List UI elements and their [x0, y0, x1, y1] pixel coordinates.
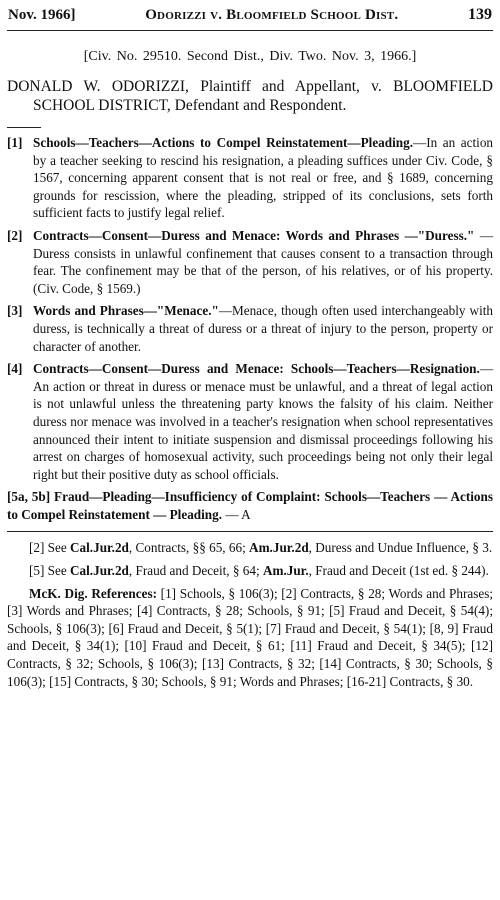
note-text: [5] See [29, 563, 71, 579]
reference-note-1 [7, 539, 493, 557]
headnote-1 [7, 134, 493, 222]
header-date: Nov. 1966] [8, 7, 76, 23]
header-case-title: Odorizzi v. Bloomfield School Dist. [145, 7, 399, 23]
case-caption: DONALD W. ODORIZZI, Plaintiff and Appellant, v. BLOOMFIELD SCHOOL DISTRICT, Defendant and Respondent. [7, 78, 493, 114]
note-text: [2] See [29, 540, 71, 556]
headnote-text: — A [222, 506, 251, 522]
digest-references [7, 585, 493, 691]
digest-text: [1] Schools, § 106(3); [2] Contracts, § 28; Words and Phrases; [3] Words and Phrases; [4] Contracts, § 28; Schools, § 91; [5] Fraud and Deceit, § 54(4); Schools, § 106(3); [6] Fraud and Deceit, § 5(1); [7] Fraud and Deceit, § 54(1); [8, 9] Fraud and Deceit, § 34(1); [10] Fraud and Deceit, § 61; [11] Fraud and Deceit, § 34(5); [12] Contracts, § 32; Schools, § 106(3); [13] Contracts, § 32; [14] Contracts, § 30; Schools, § 106(3); [15] Contracts, § 30; Schools, § 91; Words and Phrases; [16-21] Contracts, § 30. [7, 585, 493, 689]
note-text: , Fraud and Deceit (1st ed. § 244). [308, 563, 489, 579]
note-text: , Contracts, §§ 65, 66; [128, 540, 250, 556]
headnote-heading: Fraud—Pleading—Insufficiency of Complaint: Schools—Teachers — Actions to Compel Reinstatement — Pleading. [7, 489, 493, 522]
headnote-heading: Contracts—Consent—Duress and Menace: Schools—Teachers—Resignation. [33, 361, 480, 377]
headnote-text: —Menace, though often used interchangeably with duress, is technically a threat of duress or a threat of injury to the person, property or character of another. [33, 303, 493, 354]
document-page [7, 4, 493, 695]
digest-label: McK. Dig. References: [29, 585, 157, 601]
references-section [7, 539, 493, 690]
headnote-4 [7, 360, 493, 483]
note-text: , Fraud and Deceit, § 64; [128, 563, 263, 579]
headnote-3 [7, 302, 493, 355]
headnote-number: [2] [7, 227, 23, 243]
headnote-number: [3] [7, 303, 23, 319]
headnote-number: [5a, 5b] [7, 489, 51, 505]
reference-note-2 [7, 562, 493, 580]
headnotes-section [7, 134, 493, 523]
footnote-divider [7, 531, 493, 532]
note-source: Am.Jur.2d [249, 540, 309, 556]
caption-divider [7, 127, 41, 128]
page-number: 139 [467, 6, 492, 23]
headnote-text: —An action or threat in duress or menace must be unlawful, and a threat of legal action is not unlawful unless the threatening party knows the falsity of his claim. Neither duress nor menace was involved in a teacher's resignation when school representatives announced their intent to initiate suspension and dismissal proceedings following his arrest on charges of homosexual activity, such proceedings being not only their legal right but their positive duty as school officials. [33, 361, 493, 482]
headnote-heading: Contracts—Consent—Duress and Menace: Words and Phrases —"Duress." [33, 227, 475, 243]
headnote-text: —In an action by a teacher seeking to rescind his resignation, a pleading suffices under Civ. Code, § 1567, concerning apparent consent that is not real or free, and § 1689, concerning grounds for rescission, where the pleading, stripped of its conclusions, sets forth sufficient facts to justify legal relief. [33, 135, 494, 221]
running-header [7, 4, 493, 31]
headnote-2 [7, 227, 493, 297]
docket-citation: [Civ. No. 29510. Second Dist., Div. Two. Nov. 3, 1966.] [83, 49, 417, 64]
headnote-heading: Words and Phrases—"Menace." [33, 303, 219, 319]
headnote-5 [7, 488, 493, 523]
note-source: Cal.Jur.2d [70, 563, 129, 579]
headnote-number: [4] [7, 361, 23, 377]
note-source: Cal.Jur.2d [70, 540, 129, 556]
headnote-text: — Duress consists in unlawful confinement that causes consent to a transaction through fear. The confinement may be that of the person, of his relatives, or of his property. (Civ. Code, § 1569.) [33, 227, 494, 296]
note-source: Am.Jur. [262, 563, 309, 579]
headnote-heading: Schools—Teachers—Actions to Compel Reinstatement—Pleading. [33, 135, 413, 150]
headnote-number: [1] [7, 135, 23, 150]
note-text: , Duress and Undue Influence, § 3. [308, 540, 493, 556]
